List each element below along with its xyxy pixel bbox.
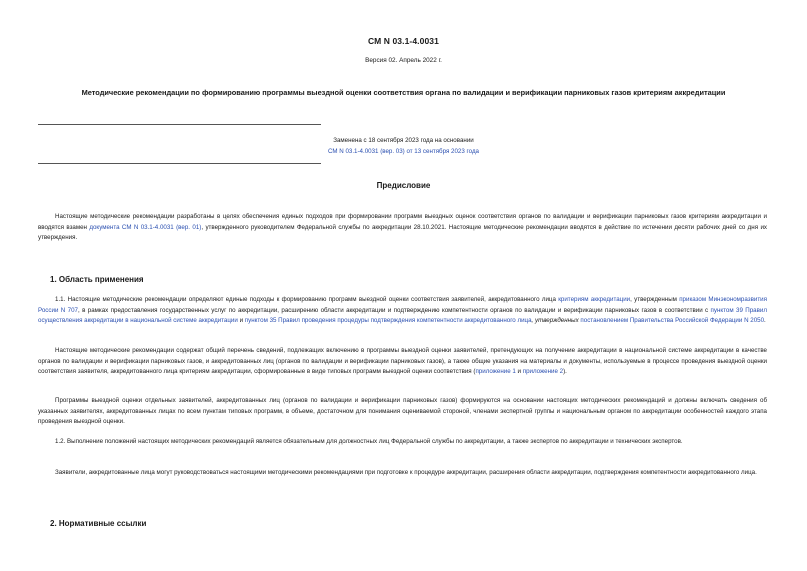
s1p1-text-d: и — [237, 317, 245, 325]
replaced-document-link[interactable]: документа СМ N 03.1-4.0031 (вер. 01) — [89, 223, 202, 231]
s1p1-text-e: , утвержденных — [531, 317, 581, 325]
appendix-2-link[interactable]: приложение 2 — [522, 368, 564, 376]
section-1-paragraph-1 — [38, 295, 767, 327]
divider-bottom — [38, 163, 321, 164]
section-1-paragraph-2 — [38, 346, 767, 378]
s1p1-text-b: , утвержденным — [630, 296, 680, 303]
preface-text-1: Настоящие методические рекомендации разработаны в целях обеспечения единых подходов при формировании программ выездных оценок соответствия органов по валидации и верификации парниковых газов критериям аккредитации и вводятся взамен — [38, 213, 767, 231]
s1p1-text-f: . — [764, 317, 766, 325]
replacement-link[interactable]: СМ N 03.1-4.0031 (вер. 03) от 13 сентября 2023 года — [327, 148, 479, 155]
section-1-heading: 1. Область применения — [50, 275, 144, 284]
s1p2-text-b: и — [515, 368, 523, 376]
section-2-heading: 2. Нормативные ссылки — [50, 519, 147, 528]
preface-text-2: , утвержденного руководителем Федеральной службы по аккредитации 28.10.2021. Настоящие методические рекомендации вводятся в действие по истечении десяти рабочих дней со дня их утверждения. — [38, 223, 767, 242]
appendix-1-link[interactable]: приложение 1 — [475, 368, 516, 376]
order-707-link[interactable]: приказом Минэкономразвития России N 707 — [38, 296, 767, 314]
document-version: Версия 02. Апрель 2022 г. — [365, 57, 442, 64]
section-1-paragraph-5: Заявители, аккредитованные лица могут руководствоваться настоящими методическими рекомендациями при подготовке к процедуре аккредитации, расширения области аккредитации, подтверждения компетентности аккредитованного лица. — [55, 469, 757, 476]
divider-top — [38, 124, 321, 125]
replacement-text: Заменена с 18 сентября 2023 года на основании — [333, 137, 474, 144]
document-title: Методические рекомендации по формированию программы выездной оценки соответствия органа по валидации и верификации парниковых газов критериям аккредитации — [81, 88, 726, 97]
replacement-note — [0, 135, 807, 157]
preface-paragraph — [38, 212, 767, 244]
s1p2-text-c: ). — [563, 368, 567, 376]
rule-35-link[interactable]: пунктом 35 Правил проведения процедуры подтверждения компетентности аккредитованного лица — [244, 317, 532, 325]
preface-heading: Предисловие — [376, 181, 431, 190]
s1p1-text-c: , в рамках предоставления государственных услуг по аккредитации, расширению области аккредитации и подтверждению компетентности органов по валидации и верификации парниковых газов в соответствии с — [77, 306, 711, 314]
section-1-paragraph-3: Программы выездной оценки отдельных заявителей, аккредитованных лиц (органов по валидации и верификации парниковых газов) формируются на основании настоящих методических рекомендаций и должны включать сведения об указанных заявителях, аккредитованных лицах по всем пунктам типовых программ, в объеме, достаточном для понимания оцениваемой стороной, членами экспертной группы и национальным органом по аккредитации особенностей каждого этапа проведения выездной оценки. — [38, 397, 767, 426]
rule-39-link[interactable]: пунктом 39 Правил осуществления аккредитации в национальной системе аккредитации — [38, 306, 767, 325]
s1p2-text-a: Настоящие методические рекомендации содержат общий перечень сведений, подлежащих включению в программы выездной оценки заявителей, претендующих на получение аккредитации в национальной системе аккредитации в качестве органов по валидации и верификации парниковых газов, и аккредитованных лиц (органов по валидации и верификации парниковых газов), а также общие указания на материалы и документы, используемые в процессе проведения выездной оценки соответствия заявителя, аккредитованного лица критериям аккредитации, сформированные в виде типовых программ выездной оценки соответствия ( — [38, 347, 767, 376]
resolution-2050-link[interactable]: постановлением Правительства Российской Федерации N 2050 — [580, 317, 765, 325]
accreditation-criteria-link[interactable]: критериям аккредитации — [558, 296, 631, 303]
section-1-paragraph-4: 1.2. Выполнение положений настоящих методических рекомендаций является обязательным для должностных лиц Федеральной службы по аккредитации, а также экспертов по аккредитации и технических экспертов. — [55, 438, 683, 445]
s1p1-text-a: 1.1. Настоящие методические рекомендации определяют единые подходы к формированию программ выездной оценки соответствия заявителей, аккредитованного лица — [55, 296, 559, 303]
document-code: СМ N 03.1-4.0031 — [368, 36, 439, 46]
